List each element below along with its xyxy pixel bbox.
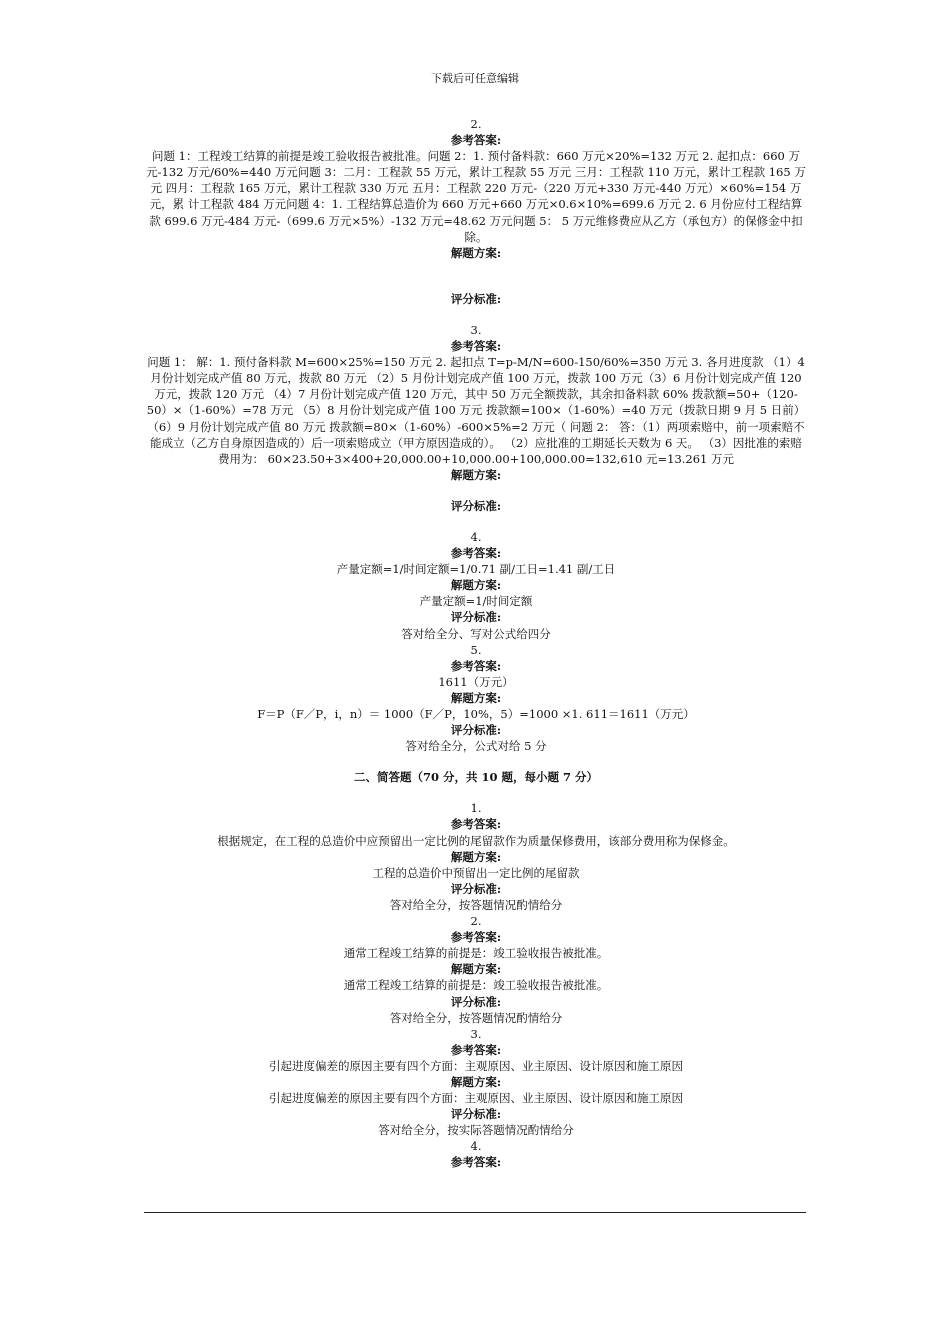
solution-text: F＝P（F／P，i，n）＝ 1000（F／P，10%，5）=1000 ×1. 611＝1611（万元） — [257, 707, 695, 721]
solution-label: 解题方案: — [450, 1074, 502, 1089]
scoring-text: 答对给全分，公式对给 5 分 — [405, 739, 547, 754]
question-number: 4. — [470, 529, 482, 544]
solution-label: 解题方案: — [450, 245, 502, 260]
reference-answer-label: 参考答案: — [450, 546, 502, 561]
spacer — [146, 785, 806, 800]
reference-answer-text: 根据规定，在工程的总造价中应预留出一定比例的尾留款作为质量保修费用，该部分费用称为保修金。 — [217, 833, 735, 848]
scoring-label: 评分标准: — [450, 994, 502, 1009]
spacer — [146, 307, 806, 322]
reference-answer-label: 参考答案: — [450, 930, 502, 945]
scoring-label: 评分标准: — [450, 291, 502, 306]
reference-answer-label: 参考答案: — [450, 339, 502, 354]
reference-answer-label: 参考答案: — [450, 817, 502, 832]
question-number: 3. — [470, 322, 482, 337]
spacer — [146, 754, 806, 769]
section-title: 二、简答题（70 分，共 10 题，每小题 7 分） — [353, 770, 599, 785]
question-number: 1. — [470, 801, 482, 816]
question-number: 5. — [470, 642, 482, 657]
solution-text: 产量定额=1/时间定额 — [419, 594, 533, 609]
reference-answer-text: 问题 1： 解：1. 预付备料款 M=600×25%=150 万元 2. 起扣点 T=p-M/N=600-150/60%=350 万元 3. 各月进度款 （1）4 月份计划完成产值 80 万元，拨款 80 万元 （2）5 月份计划完成产值 100 万元，拨款 100 万元（3）6 月份计划完成产值 120 万元，拨款 120 万元 （4）7 月份计划完成产值 120 万元，其中 50 万元全额拨款，其余扣备料款 60% 拨款额=50+（120-50）×（1-60%）=78 万元 （5）8 月份计划完成产值 100 万元 拨款额=100×（1-60%）=40 万元（拨款日期 9 月 5 日前） （6）9 月份计划完成产值 80 万元 拨款额=80×（1-60%）-600×5%=2 万元（ 问题 2： 答：（1）两项索赔中，前一项索赔不能成立（乙方自身原因造成的）后一项索赔成立（甲方原因造成的）。 （2）应批准的工期延长天数为 6 天。 （3）因批准的索赔费用为： 60×23.50+3×400+20,000.00+10,000.00+100,000.00=132,610 元=13.261 万元 — [146, 355, 806, 466]
reference-answer-text: 问题 1：工程竣工结算的前提是竣工验收报告被批准。问题 2：1. 预付备料款：660 万元×20%=132 万元 2. 起扣点：660 万元-132 万元/60%=440 万元问题 3：二月：工程款 55 万元，累计工程款 55 万元 三月：工程款 110 万元，累计工程款 165 万元 四月：工程款 165 万元，累计工程款 330 万元 五月：工程款 220 万元-（220 万元+330 万元-440 万元）×60%=154 万元，累 计工程款 484 万元问题 4：1. 工程结算总造价为 660 万元+660 万元×0.6×10%=699.6 万元 2. 6 月份应付工程结算款 699.6 万元-484 万元-（699.6 万元×5%）-132 万元=48.62 万元问题 5： 5 万元维修费应从乙方（承包方）的保修金中扣除。 — [146, 149, 806, 244]
spacer — [146, 276, 806, 291]
scoring-text: 答对给全分，按答题情况酌情给分 — [389, 897, 563, 912]
spacer — [146, 514, 806, 529]
scoring-label: 评分标准: — [450, 1107, 502, 1122]
spacer — [146, 483, 806, 498]
question-number: 3. — [470, 1026, 482, 1041]
reference-answer-text: 通常工程竣工结算的前提是：竣工验收报告被批准。 — [343, 946, 609, 961]
scoring-label: 评分标准: — [450, 498, 502, 513]
page-header: 下载后可任意编辑 — [431, 72, 519, 85]
question-number: 2. — [470, 117, 482, 131]
document-body — [146, 116, 806, 1171]
solution-text: 工程的总造价中预留出一定比例的尾留款 — [372, 865, 580, 880]
spacer — [146, 261, 806, 276]
solution-text: 引起进度偏差的原因主要有四个方面：主观原因、业主原因、设计原因和施工原因 — [269, 1091, 683, 1106]
scoring-label: 评分标准: — [450, 723, 502, 738]
reference-answer-label: 参考答案: — [450, 133, 502, 148]
reference-answer-label: 参考答案: — [450, 1155, 502, 1170]
reference-answer-text: 产量定额=1/时间定额=1/0.71 副/工日=1.41 副/工日 — [336, 562, 616, 577]
solution-label: 解题方案: — [450, 849, 502, 864]
reference-answer-label: 参考答案: — [450, 658, 502, 673]
solution-label: 解题方案: — [450, 962, 502, 977]
scoring-text: 答对给全分、写对公式给四分 — [401, 626, 551, 641]
question-number: 2. — [470, 914, 482, 929]
solution-text: 通常工程竣工结算的前提是：竣工验收报告被批准。 — [343, 978, 609, 993]
solution-label: 解题方案: — [450, 690, 502, 705]
question-number: 4. — [470, 1139, 482, 1154]
reference-answer-text: 1611（万元） — [438, 674, 514, 689]
scoring-text: 答对给全分，按答题情况酌情给分 — [389, 1010, 563, 1025]
reference-answer-label: 参考答案: — [450, 1042, 502, 1057]
scoring-text: 答对给全分，按实际答题情况酌情给分 — [378, 1123, 574, 1138]
reference-answer-text: 引起进度偏差的原因主要有四个方面：主观原因、业主原因、设计原因和施工原因 — [269, 1058, 683, 1073]
scoring-label: 评分标准: — [450, 610, 502, 625]
solution-label: 解题方案: — [450, 578, 502, 593]
solution-label: 解题方案: — [450, 467, 502, 482]
scoring-label: 评分标准: — [450, 881, 502, 896]
page-bottom-divider — [144, 1212, 806, 1213]
